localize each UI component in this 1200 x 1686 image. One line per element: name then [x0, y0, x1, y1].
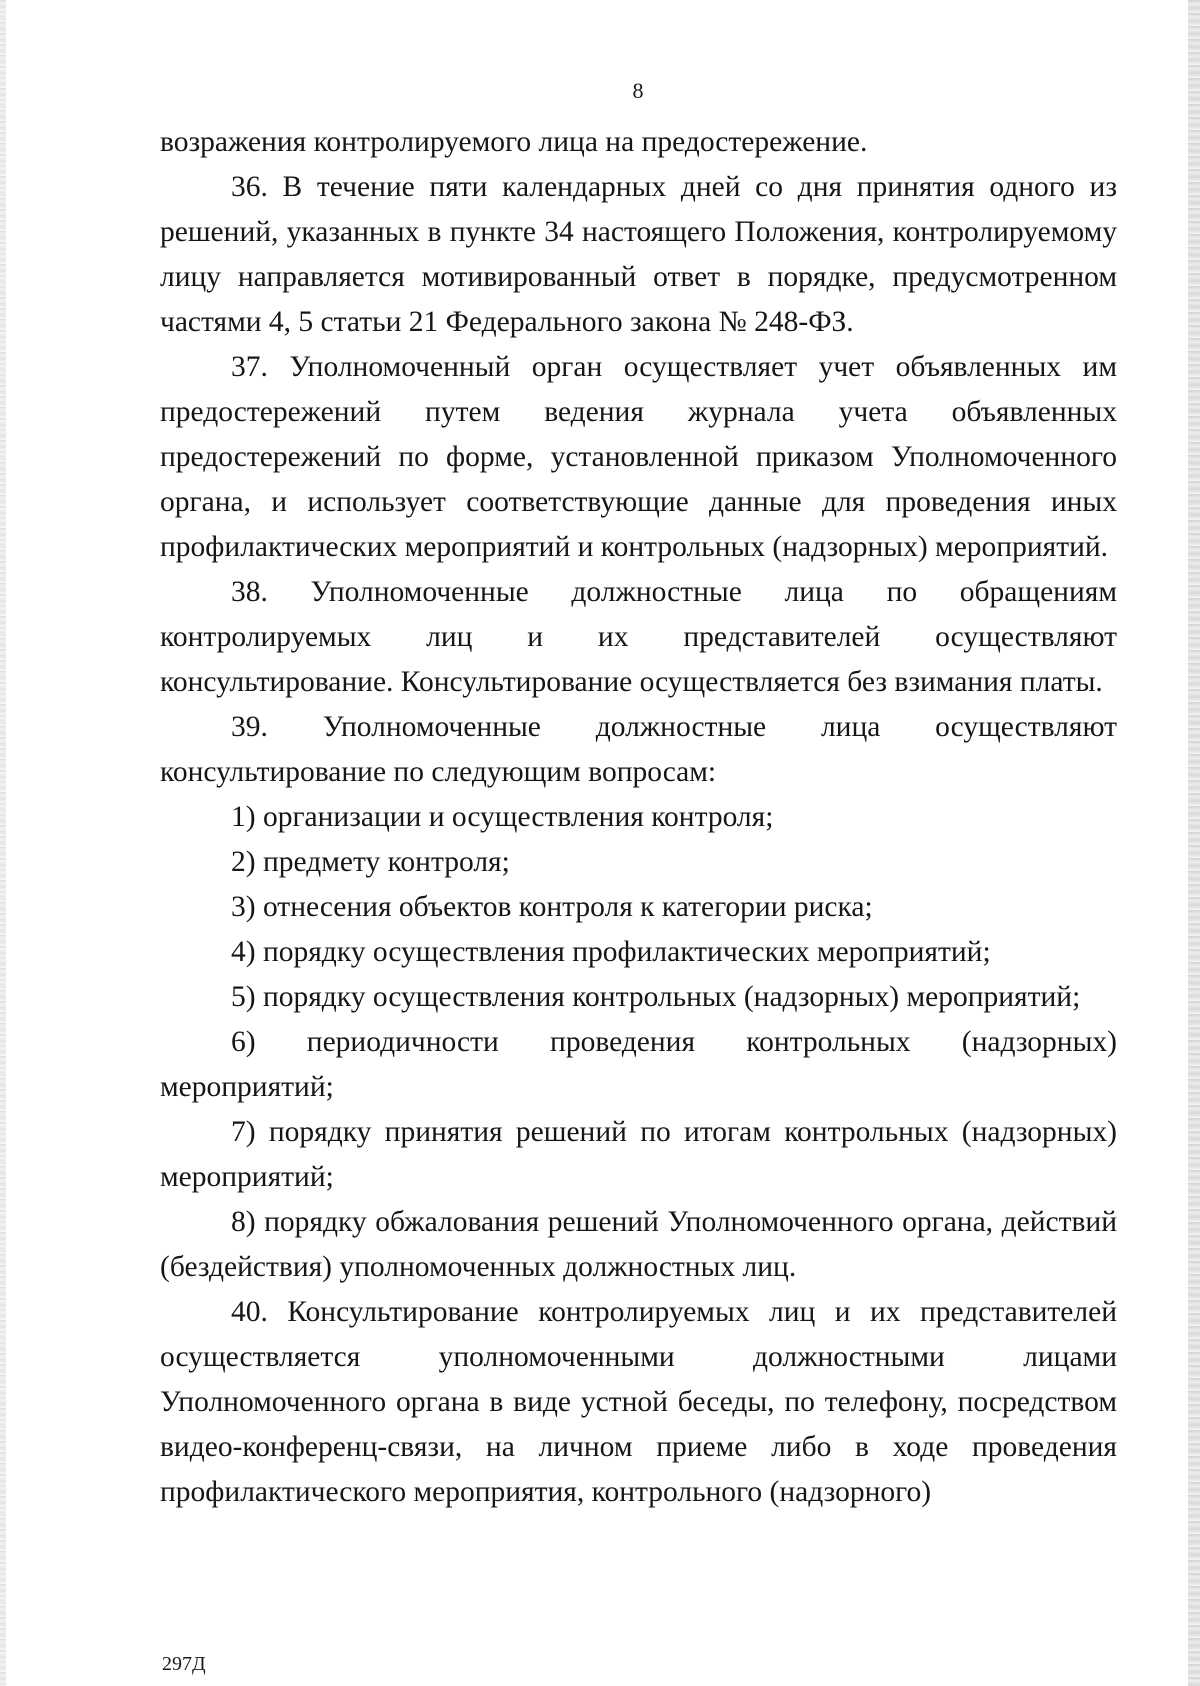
- list-item-7: 7) порядку принятия решений по итогам контрольных (надзорных) мероприятий;: [160, 1116, 1117, 1193]
- list-item-8: 8) порядку обжалования решений Уполномоченного органа, действий (бездействия) уполномоченных должностных лиц.: [160, 1206, 1117, 1283]
- scan-edge-right: [1188, 0, 1200, 1686]
- list-item-6: 6) периодичности проведения контрольных (надзорных) мероприятий;: [160, 1026, 1117, 1103]
- paragraph-36: 36. В течение пяти календарных дней со дня принятия одного из решений, указанных в пункте 34 настоящего Положения, контролируемому лицу направляется мотивированный ответ в порядке, предусмотренном частями 4, 5 статьи 21 Федерального закона № 248-ФЗ.: [160, 171, 1117, 338]
- document-text: [160, 120, 1117, 1515]
- list-item-3: 3) отнесения объектов контроля к категории риска;: [231, 891, 873, 923]
- list-item-5: 5) порядку осуществления контрольных (надзорных) мероприятий;: [231, 981, 1081, 1013]
- paragraph-39: 39. Уполномоченные должностные лица осуществляют консультирование по следующим вопросам:: [160, 711, 1117, 788]
- scan-edge-left: [0, 0, 6, 1686]
- paragraph-38: 38. Уполномоченные должностные лица по обращениям контролируемых лиц и их представителей осуществляют консультирование. Консультирование осуществляется без взимания платы.: [160, 576, 1117, 698]
- list-item-1: 1) организации и осуществления контроля;: [231, 801, 774, 833]
- paragraph-continuation: возражения контролируемого лица на предостережение.: [160, 126, 868, 158]
- list-item-2: 2) предмету контроля;: [231, 846, 510, 878]
- document-code: 297Д: [162, 1653, 206, 1675]
- paragraph-37: 37. Уполномоченный орган осуществляет учет объявленных им предостережений путем ведения журнала учета объявленных предостережений по форме, установленной приказом Уполномоченного органа, и использует соответствующие данные для проведения иных профилактических мероприятий и контрольных (надзорных) мероприятий.: [160, 351, 1117, 563]
- paragraph-40: 40. Консультирование контролируемых лиц и их представителей осуществляется уполномоченными должностными лицами Уполномоченного органа в виде устной беседы, по телефону, посредством видео-конференц-связи, на личном приеме либо в ходе проведения профилактического мероприятия, контрольного (надзорного): [160, 1296, 1117, 1508]
- list-item-4: 4) порядку осуществления профилактических мероприятий;: [231, 936, 991, 968]
- page-number: 8: [632, 78, 644, 103]
